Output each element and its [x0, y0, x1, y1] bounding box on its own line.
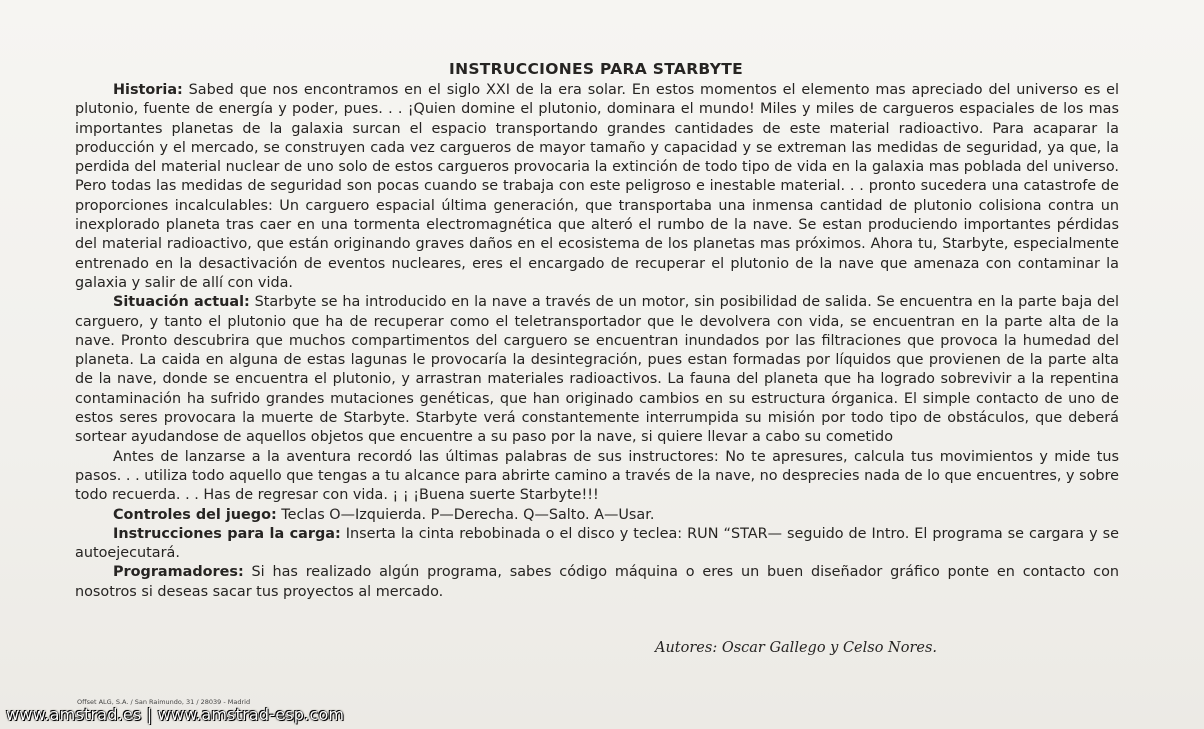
section-heading: Controles del juego: [113, 506, 277, 523]
printer-imprint: Offset ALG, S.A. / San Raimundo, 31 / 28039 - Madrid [77, 698, 251, 706]
site-watermark: www.amstrad.es | www.amstrad-esp.com [6, 705, 345, 724]
section-text: Starbyte se ha introducido en la nave a través de un motor, sin posibilidad de salida. Se encuentra en la parte baja del carguero, y tanto el plutonio que ha de recuperar como el teletransportador que le devolvera con vida, se encuentran en la parte alta de la nave. Pronto descubrira que muchos compartimentos del carguero se encuentran inundados por las filtraciones que provoca la humedad del planeta. La caida en alguna de estas lagunas le provocaría la desintegración, pues estan formadas por líquidos que provienen de la parte alta de la nave, donde se encuentra el plutonio, y arrastran materiales radioactivos. La fauna del planeta que ha logrado sobrevivir a la repentina contaminación ha sufrido grandes mutaciones genéticas, que han originado cambios en su estructura órganica. El simple contacto de uno de estos seres provocara la muerte de Starbyte. Starbyte verá constantemente interrumpida su misión por todo tipo de obstáculos, que deberá sortear ayudandose de aquellos objetos que encuentre a su paso por la nave, si quiere llevar a cabo su cometido [75, 294, 1119, 446]
section-text: Sabed que nos encontramos en el siglo XXI de la era solar. En estos momentos el elemento mas apreciado del universo es el plutonio, fuente de energía y poder, pues. . . ¡Quien domine el plutonio, dominara el mundo! Miles y miles de cargueros espaciales de los mas importantes planetas de la galaxia surcan el espacio transportando grandes cantidades de este material radioactivo. Para acaparar la producción y el mercado, se construyen cada vez cargueros de mayor tamaño y capacidad y se extreman las medidas de seguridad, ya que, la perdida del material nuclear de uno solo de estos cargueros provocaria la extinción de todo tipo de vida en la galaxia mas poblada del universo. Pero todas las medidas de seguridad son pocas cuando se trabaja con este peligroso e inestable material. . . pronto sucedera una catastrofe de proporciones incalculables: Un carguero espacial última generación, que transportaba una inmensa cantidad de plutonio colisiona contra un inexplorado planeta tras caer en una tormenta electromagnética que alteró el rumbo de la nave. Se estan produciendo importantes pérdidas del material radioactivo, que están originando graves daños en el ecosistema de los planetas mas próximos. Ahora tu, Starbyte, especialmente entrenado en la desactivación de eventos nucleares, eres el encargado de recuperar el plutonio de la nave que amenaza con contaminar la galaxia y salir de allí con vida. [75, 82, 1120, 291]
section-heading: Situación actual: [113, 294, 250, 311]
section-text: Si has realizado algún programa, sabes código máquina o eres un buen diseñador gráfico ponte en contacto con nosotros si deseas sacar tus proyectos al mercado. [75, 564, 1119, 600]
section-situacion-actual [75, 293, 1119, 447]
section-text: Antes de lanzarse a la aventura recordó las últimas palabras de sus instructores: No te apresures, calcula tus movimientos y mide tus pasos. . . utiliza todo aquello que tengas a tu alcance para abrirte camino a través de la nave, no desprecies nada de lo que encuentres, y sobre todo recuerda. . . Has de regresar con vida. ¡ ¡ ¡Buena suerte Starbyte!!! [75, 448, 1119, 504]
section-carga [75, 525, 1119, 564]
section-programadores [75, 563, 1119, 602]
section-heading: Instrucciones para la carga: [113, 525, 341, 542]
section-historia [75, 81, 1119, 293]
document-title: INSTRUCCIONES PARA STARBYTE [449, 60, 743, 78]
document-body [75, 81, 1119, 602]
authors-credit: Autores: Oscar Gallego y Celso Nores. [655, 640, 938, 656]
section-heading: Historia: [113, 82, 183, 98]
section-recuerdo [75, 448, 1119, 506]
section-text: Teclas O—Izquierda. P—Derecha. Q—Salto. A—Usar. [281, 506, 655, 523]
section-text: Inserta la cinta rebobinada o el disco y teclea: RUN “STAR— seguido de Intro. El programa se cargara y se autoejecutará. [75, 525, 1120, 562]
section-heading: Programadores: [113, 564, 244, 581]
section-controles [75, 506, 1119, 525]
